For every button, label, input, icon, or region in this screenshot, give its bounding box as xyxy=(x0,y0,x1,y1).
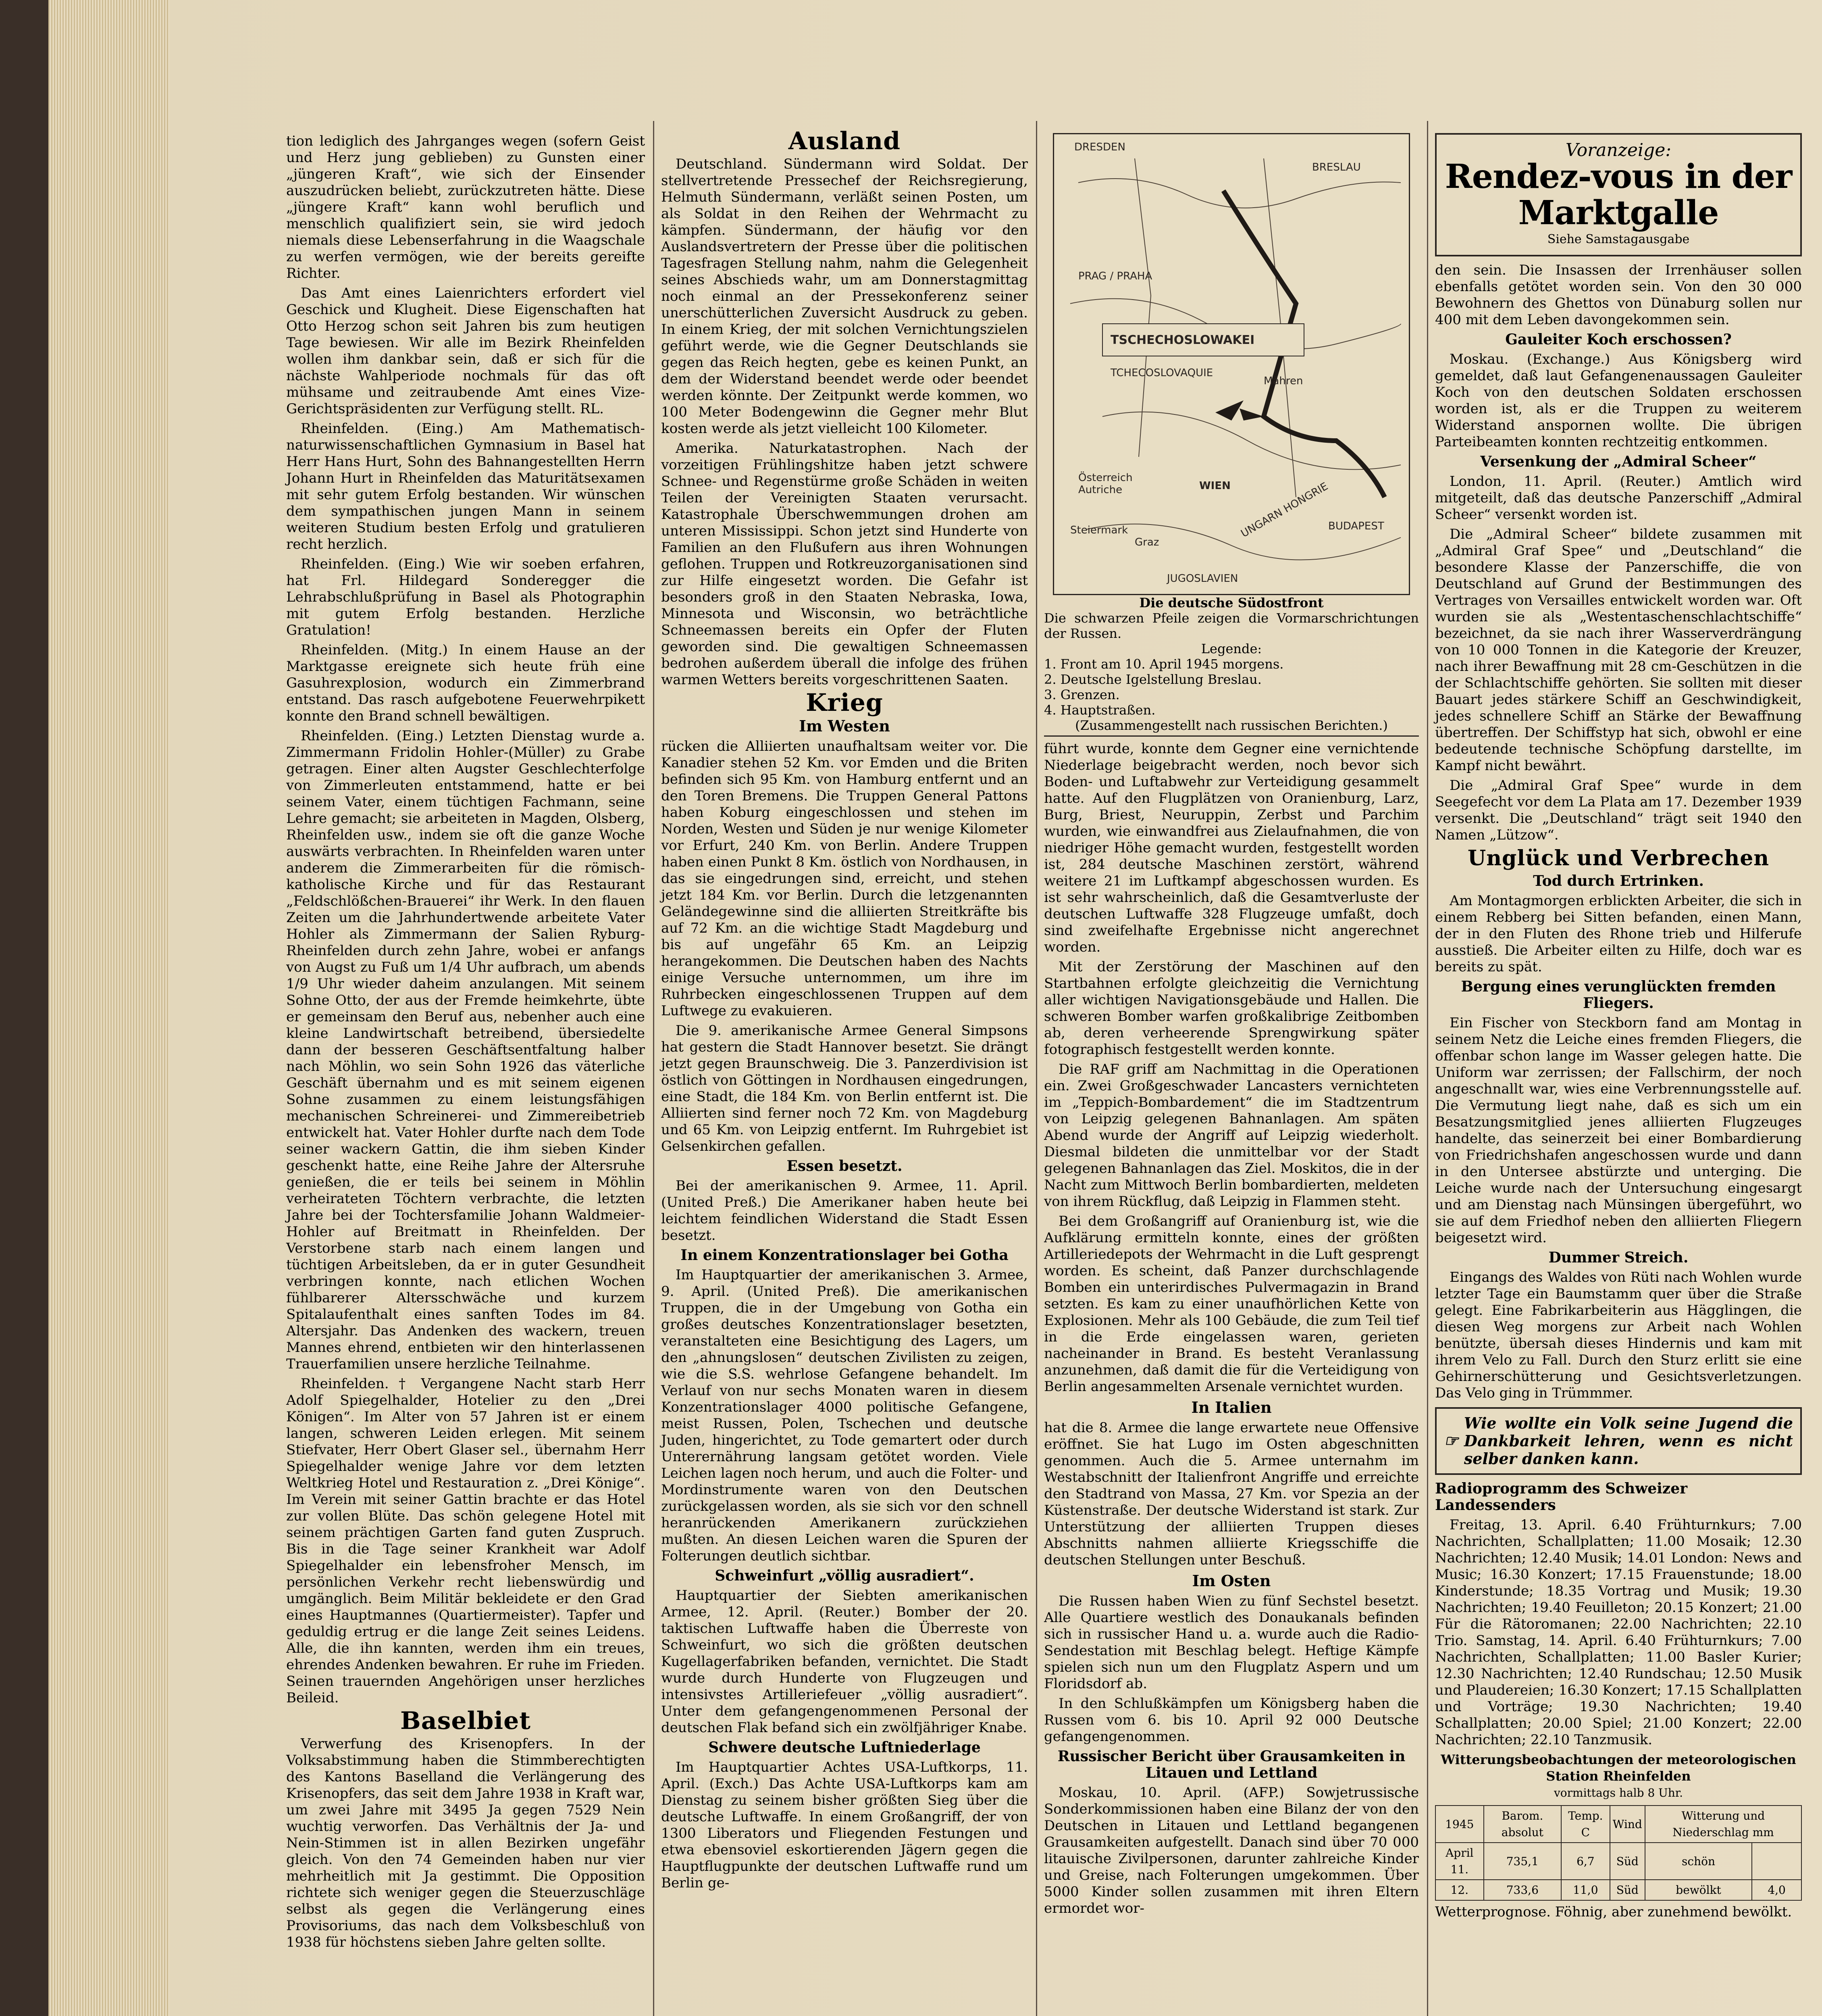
article-text: rücken die Alliierten unaufhaltsam weiter vor. Die Kanadier stehen 52 Km. vor Emden und die Briten befinden sich 95 Km. von Hamburg entfernt und an den Toren Bremens. Die Truppen General Pattons haben Koburg eingeschlossen und stehen im Norden, Westen und Süden je nur wenige Kilometer vor Erfurt, 240 Km. von Berlin. Andere Truppen haben einen Punkt 8 Km. östlich von Nordhausen, in das sie eingedrungen sind, erreicht, und stehen jetzt 184 Km. vor Berlin. Durch die letzgenannten Geländegewinne sind die alliierten Streitkräfte bis auf 72 Km. an die wichtige Stadt Magdeburg und bis auf ungefähr 65 Km. an Leipzig herangekommen. Die Deutschen haben des Nachts einige Versuche unternommen, um ihre im Ruhrbecken eingeschlossenen Truppen auf dem Luftwege zu evakuieren. xyxy=(661,738,1028,1019)
subheading: Russischer Bericht über Grausamkeiten in Litauen und Lettland xyxy=(1057,1748,1406,1781)
article-text: Im Hauptquartier Achtes USA-Luftkorps, 11. April. (Exch.) Das Achte USA-Luftkorps kam am Dienstag zu seinem bisher größten Sieg über die deutsche Luftwaffe. In einem Großangriff, der von 1300 Liberators und Fliegenden Festungen und etwa ebensoviel eskortierenden Jägern gegen die Hauptflugpunkte der deutschen Luftwaffe rund um Berlin ge- xyxy=(661,1759,1028,1891)
article-text: Amerika. Naturkatastrophen. Nach der vorzeitigen Frühlingshitze haben jetzt schwere Schnee- und Regenstürme große Schäden in weiten Teilen der Vereinigten Staaten verursacht. Katastrophale Überschwemmungen drohen am unteren Mississippi. Schon jetzt sind Hunderte von Familien an den Flußufern aus ihren Wohnungen geflohen. Truppen und Rotkreuzorganisationen sind zur Hilfe eingesetzt worden. Die Gefahr ist besonders groß in den Staaten Nebraska, Iowa, Minnesota und Wisconsin, wo beträchtliche Schneemassen bereits ein Opfer der Fluten geworden sind. Die gewaltigen Schneemassen bedrohen außerdem überall die infolge des frühen warmen Wetters bereits vorgeschrittenen Saaten. xyxy=(661,440,1028,688)
weather-heading: Witterungsbeobachtungen der meteorologischen Station Rheinfelden xyxy=(1441,1752,1796,1784)
radio-heading: Radioprogramm des Schweizer Landessenders xyxy=(1435,1480,1688,1514)
article-text: Eingangs des Waldes von Rüti nach Wohlen wurde letzter Tage ein Baumstamm quer über die Straße gelegt. Eine Fabrikarbeiterin aus Hägglingen, die diesen Weg morgens zur Arbeit nach Wohlen benützte, übersah dieses Hindernis und kam mit ihrem Velo zu Fall. Durch den Sturz erlitt sie eine Gehirnerschütterung und Gesichtsverletzungen. Das Velo ging in Trümmmer. xyxy=(1435,1269,1802,1401)
article-text: Moskau, 10. April. (AFP.) Sowjetrussische Sonderkommissionen haben eine Bilanz der von den Deutschen in Litauen und Lettland begangenen Grausamkeiten aufgestellt. Danach sind über 70 000 litauische Zivilpersonen, darunter zahlreiche Kinder und Greise, nach Folterungen umgekommen. Über 5000 Kinder sollen zusammen mit ihren Eltern ermordet wor- xyxy=(1044,1785,1419,1916)
table-header: 1945 xyxy=(1435,1806,1484,1843)
article-text: Moskau. (Exchange.) Aus Königsberg wird gemeldet, daß laut Gefangenenaussagen Gauleiter Koch von den deutschen Soldaten erschossen worden ist, als er die Truppen zu weiterem Widerstand anspornen wollte. Die übrigen Parteibeamten konnten rechtzeitig entkommen. xyxy=(1435,351,1802,450)
subheading: In einem Konzentrationslager bei Gotha xyxy=(680,1247,1009,1264)
subheading: Im Osten xyxy=(1192,1572,1271,1590)
legend-title: Legende: xyxy=(1201,641,1262,656)
column-1 xyxy=(286,133,645,1954)
article-text: Bei dem Großangriff auf Oranienburg ist, wie die Aufklärung ermitteln konnte, eines der größten Artilleriedepots der Wehrmacht in die Luft gesprengt worden. Es scheint, daß Panzer durchschlagende Bomben ein unterirdisches Pulvermagazin in Brand setzten. Es kam zu einer unaufhörlichen Kette von Explosionen. Mehr als 100 Gebäude, die zum Teil tief in die Erde eingelassen waren, gerieten nacheinander in Brand. Es besteht Veranlassung anzunehmen, daß damit die für die Verteidigung von Berlin angesammelten Arsenale vernichtet wurden. xyxy=(1044,1213,1419,1395)
column-2 xyxy=(661,127,1028,1895)
section-heading: Krieg xyxy=(806,689,883,717)
article-text: Rheinfelden. (Eing.) Wie wir soeben erfahren, hat Frl. Hildegard Sonderegger die Lehrabschlußprüfung in Basel als Photographin mit gutem Erfolg bestanden. Herzliche Gratulation! xyxy=(286,556,645,638)
notice-text: Wie wollte ein Volk seine Jugend die Dankbarkeit lehren, wenn es nicht selber danken kann. xyxy=(1464,1414,1793,1468)
article-text: Rheinfelden. (Mitg.) In einem Hause an der Marktgasse ereignete sich heute früh eine Gasuhrexplosion, wodurch ein Zimmerbrand entstand. Das rasch aufgebotene Feuerwehrpikett konnte den Brand schnell bewältigen. xyxy=(286,642,645,724)
section-heading: Baselbiet xyxy=(400,1707,531,1735)
map-svg xyxy=(1054,134,1409,594)
map-label: DRESDEN xyxy=(1074,141,1125,153)
article-text: Rheinfelden. † Vergangene Nacht starb Herr Adolf Spiegelhalder, Hotelier zu den „Drei Königen“. Im Alter von 57 Jahren ist er einem langen, schweren Leiden erlegen. Mit seinem Stiefvater, Herr Obert Glaser sel., übernahm Herr Spiegelhalder wenige Jahre vor dem letzten Weltkrieg Hotel und Restauration z. „Drei Könige“. Im Verein mit seiner Gattin brachte er das Hotel zur vollen Blüte. Das schön gelegene Hotel mit seinem prächtigen Garten fand guten Zuspruch. Bis in die Tage seiner Krankheit war Adolf Spiegelhalder ein lebensfroher Mensch, im persönlichen Verkehr recht liebenswürdig und umgänglich. Beim Militär bekleidete er den Grad eines Hauptmannes (Quartiermeister). Tapfer und geduldig ertrug er die lange Zeit seines Leidens. Alle, die ihn kannten, werden ihm ein treues, ehrendes Andenken bewahren. Er ruhe im Frieden. Seinen trauernden Angehörigen unser herzliches Beileid. xyxy=(286,1376,645,1706)
subheading: Bergung eines verunglückten fremden Fliegers. xyxy=(1461,978,1776,1012)
article-text: Die RAF griff am Nachmittag in die Operationen ein. Zwei Großgeschwader Lancasters vernichteten im „Teppich-Bombardement“ die im Stadtzentrum von Leipzig gelegenen Bahnanlagen. Am späten Abend wurde der Angriff auf Leipzig wiederholt. Diesmal bildeten die unmittelbar vor der Stadt gelegenen Bahnanlagen das Ziel. Moskitos, die in der Nacht zum Mittwoch Berlin bombardierten, meldeten von ihrem Rückflug, daß Leipzig in Flammen steht. xyxy=(1044,1061,1419,1210)
column-rule xyxy=(653,121,654,2016)
table-cell: 735,1 xyxy=(1484,1843,1561,1880)
weather-forecast: Wetterprognose. Föhnig, aber zunehmend bewölkt. xyxy=(1435,1904,1792,1920)
section-heading: Unglück und Verbrechen xyxy=(1467,846,1770,871)
column-rule xyxy=(1427,121,1428,2016)
article-text: Hauptquartier der Siebten amerikanischen Armee, 12. April. (Reuter.) Bomber der 20. taktischen Luftwaffe haben die Überreste von Schweinfurt, wo sich die größten deutschen Kugellagerfabriken befanden, vernichtet. Die Stadt wurde durch Hunderte von Flugzeugen und intensivstes Artilleriefeuer „völlig ausradiert“. Unter dem gefangengenommenen Personal der deutschen Flak befand sich ein zwölfjähriger Knabe. xyxy=(661,1587,1028,1736)
table-header: Temp. C xyxy=(1561,1806,1610,1843)
article-text: hat die 8. Armee die lange erwartete neue Offensive eröffnet. Sie hat Lugo im Osten abgeschnitten genommen. Auch die 5. Armee unternahm im Westabschnitt der Italienfront Angriffe und erreichte den Stadtrand von Massa, 27 Km. vor Spezia an der Küstenstraße. Der deutsche Widerstand ist stark. Zur Unterstützung der alliierten Truppen dieses Abschnitts nahmen alliierte Kriegsschiffe die deutschen Stellungen unter Beschuß. xyxy=(1044,1420,1419,1568)
table-cell: 11,0 xyxy=(1561,1880,1610,1900)
article-text: In den Schlußkämpfen um Königsberg haben die Russen vom 6. bis 10. April 92 000 Deutsche gefangengenommen. xyxy=(1044,1695,1419,1745)
article-text: Ein Fischer von Steckborn fand am Montag in seinem Netz die Leiche eines fremden Fliegers, die offenbar schon lange im Wasser gelegen hatte. Die Uniform war zerrissen; der Fallschirm, der noch angeschnallt war, wies eine Verbrennungsstelle auf. Die Vermutung liegt nahe, daß es sich um ein Besatzungsmitglied jenes alliierten Flugzeuges handelte, das seinerzeit bei einer Bombardierung von Friedrichshafen angeschossen wurde und dann in den Untersee abstürzte und unterging. Die Leiche wurde nach der Untersuchung eingesargt und am Dienstag nach Münsingen übergeführt, wo sie auf dem Friedhof neben den alliierten Fliegern beigesetzt wird. xyxy=(1435,1015,1802,1246)
article-text: Die „Admiral Scheer“ bildete zusammen mit „Admiral Graf Spee“ und „Deutschland“ die besondere Klasse der Panzerschiffe, die von Deutschland auf Grund der Bestimmungen des Vertrages von Versailles entwickelt worden war. Oft wurden sie als „Westentaschenschlachtschiffe“ bezeichnet, da sie nach ihrer Wasserverdrängung von 10 000 Tonnen in die Kategorie der Kreuzer, nach ihrer Bewaffnung mit 28 cm-Geschützen in die der Schlachtschiffe gehörten. Sie sollten mit dieser Bauart jedes stärkere Schiff an Geschwindigkeit, jedes schnellere Schiff an Stärke der Bewaffnung übertreffen. Der Schiffstyp hat sich, obwohl er eine bedeutende technische Schöpfung darstellte, im Kampf nicht bewährt. xyxy=(1435,526,1802,774)
column-3 xyxy=(1044,133,1419,1920)
ad-subheading: Siehe Samstagausgabe xyxy=(1547,232,1690,246)
article-text: London, 11. April. (Reuter.) Amtlich wird mitgeteilt, daß das deutsche Panzerschiff „Admiral Scheer“ versenkt worden ist. xyxy=(1435,473,1802,523)
subheading: Schweinfurt „völlig ausradiert“. xyxy=(715,1567,974,1584)
subheading: Versenkung der „Admiral Scheer“ xyxy=(1480,453,1757,470)
subheading: Essen besetzt. xyxy=(786,1158,903,1175)
map-label: JUGOSLAVIEN xyxy=(1167,573,1238,585)
weather-table xyxy=(1435,1805,1802,1901)
legend-item: 3. Grenzen. xyxy=(1044,687,1120,702)
article-text: den sein. Die Insassen der Irrenhäuser sollen ebenfalls getötet worden sein. Von den 30 000 Bewohnern des Ghettos von Dünaburg sollen nur 400 mit dem Leben davongekommen sein. xyxy=(1435,262,1802,328)
subheading: Schwere deutsche Luftniederlage xyxy=(708,1739,981,1756)
table-cell: Süd xyxy=(1610,1843,1645,1880)
map-label: PRAG / PRAHA xyxy=(1078,270,1152,282)
legend-item: 1. Front am 10. April 1945 morgens. xyxy=(1044,656,1284,672)
map-label: BUDAPEST xyxy=(1328,520,1384,532)
column-rule xyxy=(1036,121,1037,2016)
map-label: Graz xyxy=(1135,536,1159,548)
article-text: Im Hauptquartier der amerikanischen 3. Armee, 9. April. (United Preß). Die amerikanischen Truppen, die in der Umgebung von Gotha ein großes deutsches Konzentrationslager besetzten, veranstalteten eine Besichtigung des Lagers, um den „ahnungslosen“ deutschen Zivilisten zu zeigen, wie die S.S. wehrlose Gefangene behandelt. Im Verlauf von nur sechs Monaten waren in diesem Konzentrationslager 4000 politische Gefangene, meist Russen, Polen, Tschechen und deutsche Juden, hingerichtet, zu Tode gemartert oder durch Unterernährung langsam getötet worden. Viele Leichen lagen noch herum, und auch die Folter- und Mordinstrumente waren von den Deutschen zurückgelassen worden, als sie sich vor den schnell heranrückenden Amerikanern zurückziehen mußten. An diesen Leichen waren die Spuren der Folterungen deutlich sichtbar. xyxy=(661,1267,1028,1564)
pointing-hand-icon: ☞ xyxy=(1444,1431,1458,1450)
map-caption xyxy=(1044,595,1419,737)
map-label: Mähren xyxy=(1264,375,1303,387)
map-label: WIEN xyxy=(1199,480,1231,492)
article-text: Die „Admiral Graf Spee“ wurde in dem Seegefecht vor dem La Plata am 17. Dezember 1939 versenkt. Die „Deutschland“ trägt seit 1940 den Namen „Lützow“. xyxy=(1435,777,1802,843)
map-label: UNGARN HONGRIE xyxy=(1239,480,1330,540)
table-cell: 733,6 xyxy=(1484,1880,1561,1900)
marktgalle-ad xyxy=(1435,133,1802,256)
subheading: Im Westen xyxy=(799,717,890,735)
article-text: Das Amt eines Laienrichters erfordert viel Geschick und Klugheit. Diese Eigenschaften hat Otto Herzog schon seit Jahren bis zum heutigen Tage bewiesen. Wir alle im Bezirk Rheinfelden wollen ihm dankbar sein, daß er sich für die nächste Wahlperiode nochmals für das oft mühsame und zeitraubende Amt eines Vize-Gerichtspräsidenten zur Verfügung stellt. RL. xyxy=(286,285,645,417)
article-text: führt wurde, konnte dem Gegner eine vernichtende Niederlage beigebracht werden, noch bevor sich Boden- und Luftabwehr zur Verteidigung gesammelt hatte. Auf den Flugplätzen von Oranienburg, Larz, Burg, Briest, Neuruppin, Zerbst und Parchim wurden, wie einwandfrei aus Zielaufnahmen, die von niedriger Höhe gemacht wurden, festgestellt worden ist, 284 deutsche Maschinen zerstört, während weitere 21 im Luftkampf abgeschossen wurden. Es ist sehr wahrscheinlich, daß die Gesamtverluste der deutschen Luftwaffe 328 Flugzeuge umfaßt, doch sind zweifelhafte Ergebnisse nicht angerechnet worden. xyxy=(1044,741,1419,955)
legend-item: 2. Deutsche Igelstellung Breslau. xyxy=(1044,672,1262,687)
article-text: Am Montagmorgen erblickten Arbeiter, die sich in einem Rebberg bei Sitten befanden, einen Mann, der in den Fluten des Rhone trieb und Hilferufe ausstieß. Die Arbeiter eilten zu Hilfe, doch war es bereits zu spät. xyxy=(1435,893,1802,975)
table-cell: 12. xyxy=(1435,1880,1484,1900)
ad-preheading: Voranzeige: xyxy=(1565,140,1672,160)
section-heading: Ausland xyxy=(788,127,901,155)
map-label: Steiermark xyxy=(1070,524,1128,536)
map-label: TSCHECHOSLOWAKEI xyxy=(1111,333,1255,347)
table-cell xyxy=(1752,1843,1801,1880)
radio-program: Freitag, 13. April. 6.40 Frühturnkurs; 7.00 Nachrichten, Schallplatten; 11.00 Mosaik; 12.30 Nachrichten; 12.40 Musik; 14.01 London: News and Music; 16.30 Konzert; 17.15 Frauenstunde; 18.00 Kinderstunde; 18.35 Vortrag und Musik; 19.30 Nachrichten; 19.40 Feuilleton; 20.15 Konzert; 21.00 Für die Rätoromanen; 22.00 Nachrichten; 22.10 Trio. Samstag, 14. April. 6.40 Frühturnkurs; 7.00 Nachrichten, Schallplatten; 11.00 Basler Kurier; 12.30 Nachrichten; 12.40 Rundschau; 12.50 Musik und Plaudereien; 16.30 Konzert; 17.15 Schallplatten und Vorträge; 19.30 Nachrichten; 19.40 Schallplatten; 20.00 Spiel; 21.00 Konzert; 22.00 Nachrichten; 22.10 Tanzmusik. xyxy=(1435,1517,1802,1748)
ad-heading: Rendez-vous in der Marktgalle xyxy=(1445,157,1792,232)
table-row xyxy=(1435,1843,1801,1880)
gratitude-notice xyxy=(1435,1407,1802,1475)
article-text: Verwerfung des Krisenopfers. In der Volksabstimmung haben die Stimmberechtigten des Kantons Baselland die Verlängerung des Krisenopfers, das seit dem Jahre 1938 in Kraft war, um zwei Jahre mit 3495 Ja gegen 7529 Nein wuchtig verworfen. Das Verhältnis der Ja- und Nein-Stimmen ist in allen Bezirken ungefähr gleich. Von den 74 Gemeinden haben nur vier mehrheitlich mit Ja gestimmt. Die Opposition richtete sich weniger gegen die Steuerzuschläge selbst als gegen die Verlängerung eines Provisoriums, das nach dem Volksbeschluß von 1938 für höchstens sieben Jahre gelten sollte. xyxy=(286,1736,645,1950)
page-gutter xyxy=(48,0,169,2016)
table-header: Barom. absolut xyxy=(1484,1806,1561,1843)
article-text: Rheinfelden. (Eing.) Am Mathematisch-naturwissenschaftlichen Gymnasium in Basel hat Herr Hans Hurt, Sohn des Bahnangestellten Herrn Johann Hurt in Rheinfelden das Maturitätsexamen mit sehr gutem Erfolg bestanden. Wir wünschen dem sympathischen jungen Mann in seinem weiteren Studium besten Erfolg und gratulieren recht herzlich. xyxy=(286,421,645,552)
table-cell: schön xyxy=(1645,1843,1752,1880)
subheading: Tod durch Ertrinken. xyxy=(1533,873,1704,889)
subheading: Dummer Streich. xyxy=(1548,1249,1689,1266)
caption-source: (Zusammengestellt nach russischen Berichten.) xyxy=(1044,718,1419,737)
table-header: Wind xyxy=(1610,1806,1645,1843)
article-text: Die 9. amerikanische Armee General Simpsons hat gestern die Stadt Hannover besetzt. Sie drängt jetzt gegen Braunschweig. Die 3. Panzerdivision ist östlich von Göttingen in Nordhausen eingedrungen, eine Stadt, die 184 Km. von Berlin entfernt ist. Die Alliierten sind ferner noch 72 Km. von Magdeburg und 65 Km. von Leipzig entfernt. Im Ruhrgebiet ist Gelsenkirchen gefallen. xyxy=(661,1023,1028,1154)
table-cell: April 11. xyxy=(1435,1843,1484,1880)
caption-title: Die deutsche Südostfront xyxy=(1139,595,1324,610)
subheading: Gauleiter Koch erschossen? xyxy=(1505,331,1732,348)
article-text: Rheinfelden. (Eing.) Letzten Dienstag wurde a. Zimmermann Fridolin Hohler-(Müller) zu Grabe getragen. Einer alten Augster Geschlechterfolge von Zimmerleuten entstammend, hatte er bei seinem Vater, einem tüchtigen Fachmann, seine Lehre gemacht; sie arbeiteten in Magden, Olsberg, Rheinfelden usw., indem sie oft die ganze Woche auswärts verbrachten. In Rheinfelden waren unter anderem die Zimmerarbeiten für die römisch-katholische Kirche und für das Restaurant „Feldschlößchen-Brauerei“ ihr Werk. In den flauen Zeiten um die Jahrhundertwende arbeitete Vater Hohler als Zimmermann der Salien Ryburg-Rheinfelden durch zehn Jahre, wobei er anfangs von Augst zu Fuß um 1/4 Uhr aufbrach, um abends 1/9 Uhr wieder daheim anzulangen. Mit seinem Sohne Otto, der aus der Fremde heimkehrte, übte er gemeinsam den Beruf aus, nebenher auch eine kleine Landwirtschaft betreibend, übersiedelte dann der besseren Geschäftsentfaltung halber nach Möhlin, wo sein Sohn 1926 das väterliche Geschäft übernahm und es mit seinem eigenen Sohne zusammen zu einem leistungsfähigen mechanischen Schreinerei- und Zimmereibetrieb entwickelt hat. Vater Hohler durfte nach dem Tode seiner wackern Gattin, die ihm sieben Kinder geschenkt hatte, eine Reihe Jahre der Altersruhe genießen, die er teils bei seinem in Möhlin verheirateten Töchtern verbrachte, die letzten Jahre bei der Tochtersfamilie Johann Waldmeier-Hohler auf Breitmatt in Rheinfelden. Der Verstorbene starb nach einem langen und tüchtigen Arbeitsleben, da er in guter Gesundheit verbringen konnte, nach etlichen Wochen fühlbarerer Altersschwäche und kurzem Spitalaufenthalt eines sanften Todes im 84. Altersjahr. Das Andenken des wackern, treuen Mannes ehrend, entbieten wir den hinterlassenen Trauerfamilien unsere herzliche Teilnahme. xyxy=(286,728,645,1372)
table-cell: 6,7 xyxy=(1561,1843,1610,1880)
table-cell: Süd xyxy=(1610,1880,1645,1900)
table-cell: 4,0 xyxy=(1752,1880,1801,1900)
legend-item: 4. Hauptstraßen. xyxy=(1044,702,1156,718)
article-text: Deutschland. Sündermann wird Soldat. Der stellvertretende Pressechef der Reichsregierung, Helmuth Sündermann, verläßt seinen Posten, um als Soldat in den Reihen der Wehrmacht zu kämpfen. Sündermann, der häufig vor den Auslandsvertretern der Presse über die politischen Tagesfragen Stellung nahm, nahm die Gelegenheit seines Abschieds wahr, um am Donnerstagmittag noch einmal an der Pressekonferenz seiner unerschütterlichen Zuversicht Ausdruck zu geben. In einem Krieg, der mit solchen Vernichtungszielen geführt werde, wie die Gegner Deutschlands sie gegen das Reich hegten, gebe es keinen Punkt, an dem der Widerstand beendet werde oder beendet werden könnte. Der Zeitpunkt werde kommen, wo 100 Meter Bodengewinn die Gegner mehr Blut kosten werde als jetzt vielleicht 100 Kilometer. xyxy=(661,156,1028,437)
table-row xyxy=(1435,1880,1801,1900)
article-text: Die Russen haben Wien zu fünf Sechstel besetzt. Alle Quartiere westlich des Donaukanals befinden sich in russischer Hand u. a. wurde auch die Radio-Sendestation mit Beschlag belegt. Heftige Kämpfe spielen sich nun um den Flugplatz Aspern und um Floridsdorf ab. xyxy=(1044,1593,1419,1692)
map-label: BRESLAU xyxy=(1312,161,1361,173)
article-text: Bei der amerikanischen 9. Armee, 11. April. (United Preß.) Die Amerikaner haben heute bei leichtem feindlichen Widerstand die Stadt Essen besetzt. xyxy=(661,1178,1028,1243)
subheading: In Italien xyxy=(1191,1398,1272,1416)
weather-subheading: vormittags halb 8 Uhr. xyxy=(1554,1786,1683,1799)
map-figure xyxy=(1053,133,1410,595)
map-label: Österreich xyxy=(1078,472,1133,484)
book-scan xyxy=(48,0,1822,2016)
article-text: Mit der Zerstörung der Maschinen auf den Startbahnen erfolgte gleichzeitig die Vernichtung aller wichtigen Navigationsgebäude und Hallen. Die schweren Bomber warfen großkalibrige Zeitbomben ab, deren verheerende Sprengwirkung später fotographisch festgestellt werden konnte. xyxy=(1044,959,1419,1058)
map-label: TCHECOSLOVAQUIE xyxy=(1111,367,1213,379)
table-header: Witterung und Niederschlag mm xyxy=(1645,1806,1801,1843)
table-header-row xyxy=(1435,1806,1801,1843)
map-label: Autriche xyxy=(1078,484,1123,496)
article-text: tion lediglich des Jahrganges wegen (sofern Geist und Herz jung geblieben) zu Gunsten einer „jüngeren Kraft“, wie sich der Einsender auszudrücken beliebt, zurückzutreten hätte. Diese „jüngere Kraft“ kann wohl beruflich und menschlich qualifiziert sein, sie wird jedoch niemals diese Lebenserfahrung in die Waagschale zu werfen vermögen, wie der bereits gereifte Richter. xyxy=(286,133,645,281)
caption-text: Die schwarzen Pfeile zeigen die Vormarschrichtungen der Russen. xyxy=(1044,610,1419,641)
column-4 xyxy=(1435,133,1802,1924)
table-cell: bewölkt xyxy=(1645,1880,1752,1900)
